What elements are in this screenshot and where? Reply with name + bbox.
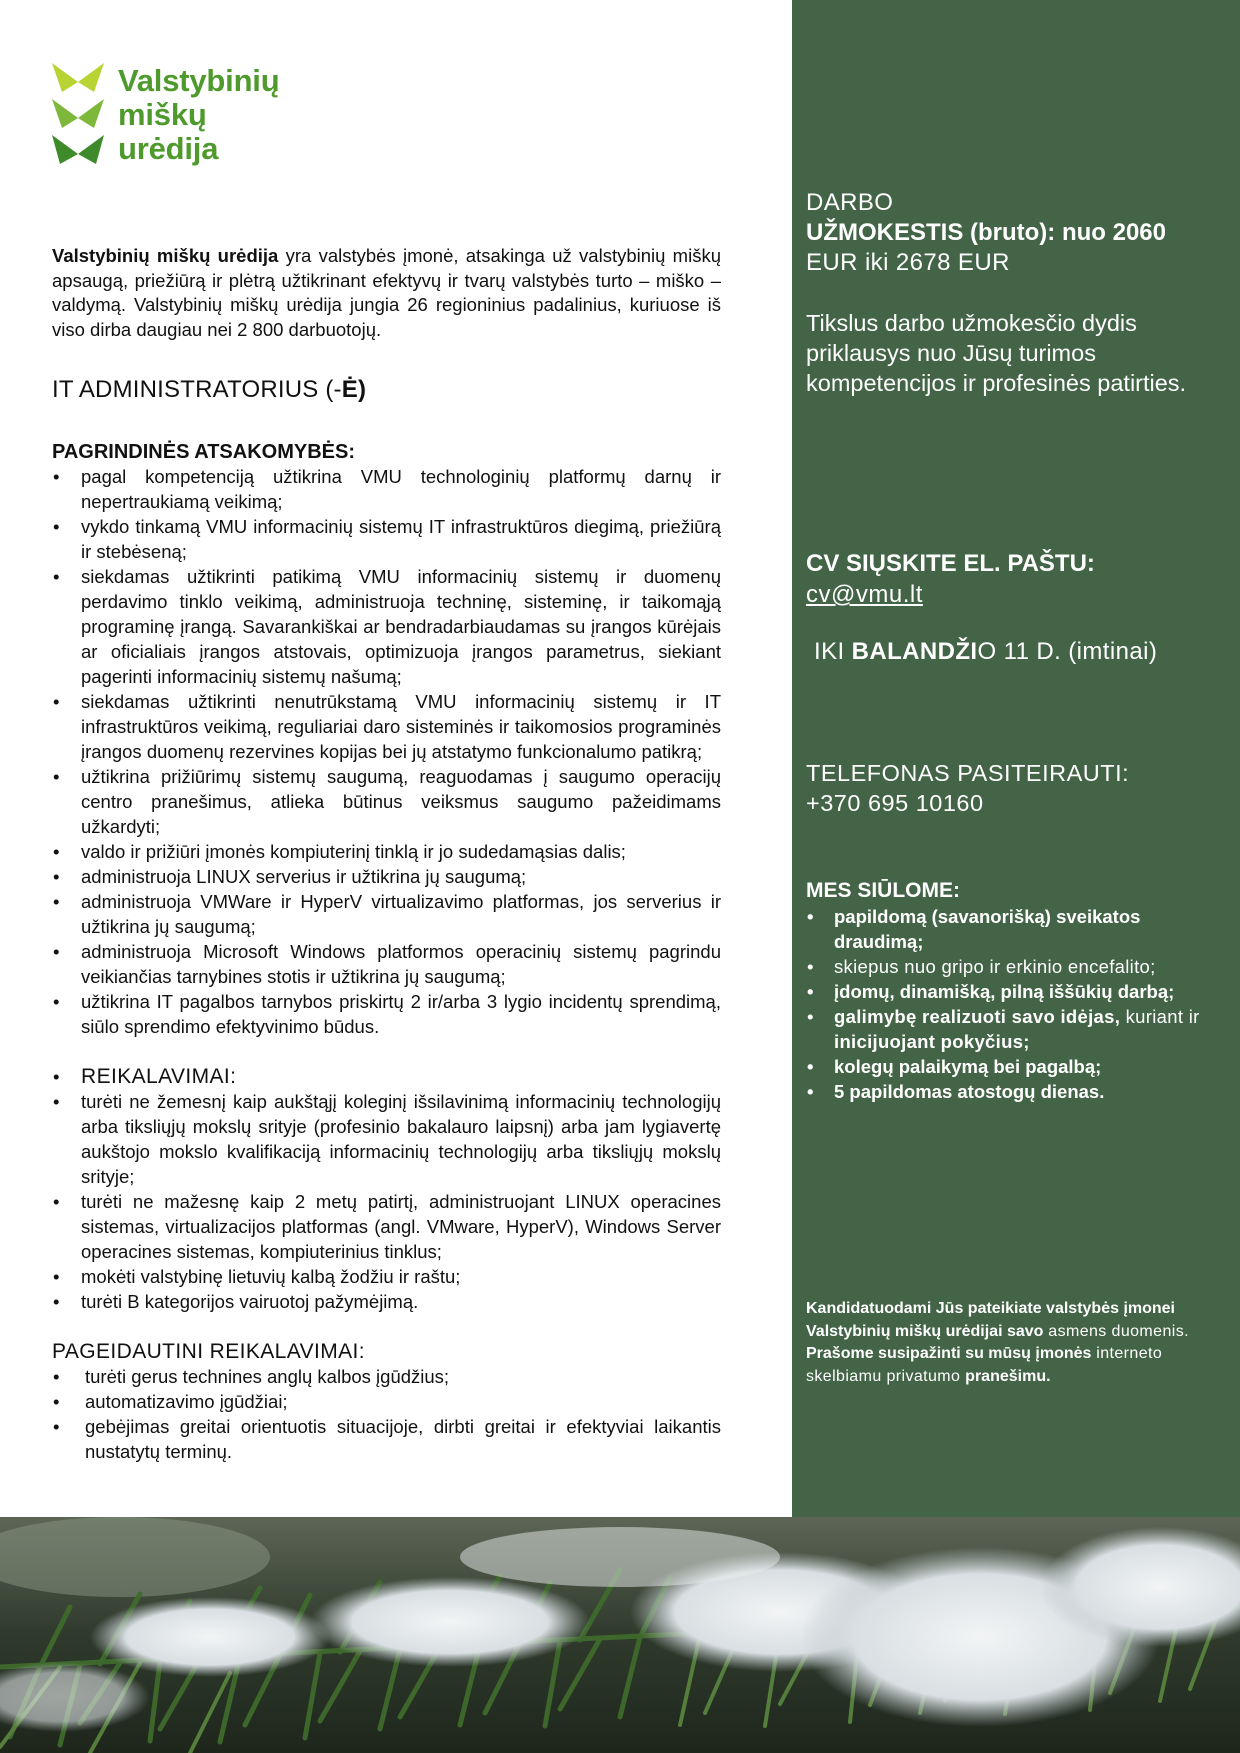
salary-block (806, 188, 1206, 278)
cv-email-link[interactable]: cv@vmu.lt (806, 581, 923, 608)
preferred-heading: PAGEIDAUTINI REIKALAVIMAI: (52, 1340, 366, 1363)
company-intro (52, 244, 721, 342)
list-item: • gebėjimas greitai orientuotis situacijoje, dirbti greitai ir efektyviai laikantis nustatytų terminų. (52, 1414, 721, 1464)
list-item: • kolegų palaikymą bei pagalbą; (806, 1054, 1206, 1079)
list-item: • papildomą (savanorišką) sveikatos draudimą; (806, 904, 1206, 954)
cv-block (806, 548, 1206, 610)
cv-heading: CV SIŲSKITE EL. PAŠTU: (806, 550, 1095, 577)
list-item: • turėti gerus technines anglų kalbos įgūdžius; (52, 1364, 721, 1389)
deadline: IKI BALANDŽIO 11 D. (imtinai) (814, 638, 1158, 665)
list-item: • siekdamas užtikrinti patikimą VMU informacinių sistemų ir duomenų perdavimo tinklo veikimą, administruoja techninę, sisteminę, ir taikomąją programinę įrangą. Savarankiškai ar bendradarbiaudamas su įrangos kūrėjais ar oficialiais įrangos atstovais, optimizuoja įrangos parametrus, siekiant pagerinti informacinių sistemų našumą; (52, 564, 721, 689)
job-title: IT ADMINISTRATORIUS (-Ė) (52, 376, 367, 403)
privacy-notice: Kandidatuodami Jūs pateikiate valstybės įmonei Valstybinių miškų urėdijai savo asmens duomenis. Prašome susipažinti su mūsų įmonės interneto skelbiamu privatumo pranešimu. (806, 1300, 1189, 1385)
logo-wordmark: Valstybinių miškų urėdija (118, 63, 280, 166)
phone-label: TELEFONAS PASITEIRAUTI: (806, 760, 1130, 786)
salary-label: DARBO (806, 189, 894, 216)
requirements-list (52, 1089, 721, 1314)
responsibilities-heading: PAGRINDINĖS ATSAKOMYBĖS: (52, 441, 355, 463)
list-item: • skiepus nuo gripo ir erkinio encefalito; (806, 954, 1206, 979)
fir-tree-logo-icon (52, 60, 104, 166)
list-item: • siekdamas užtikrinti nenutrūkstamą VMU informacinių sistemų ir IT infrastruktūros veikimą, reguliariai daro sisteminės ir taikomosios programinės įrangos duomenų rezervines kopijas bei jų atstatymo funkcionalumo patikrą; (52, 689, 721, 764)
list-item: • įdomų, dinamišką, pilną iššūkių darbą; (806, 979, 1206, 1004)
list-item: • 5 papildomas atostogų dienas. (806, 1079, 1206, 1104)
list-item: • užtikrina IT pagalbos tarnybos priskirtų 2 ir/arba 3 lygio incidentų sprendimą, siūlo sprendimo efektyvinimo būdus. (52, 989, 721, 1039)
responsibilities-list (52, 464, 721, 1039)
phone-block (806, 758, 1206, 818)
offer-list (806, 904, 1206, 1104)
list-item: • turėti B kategorijos vairuotoj pažymėjimą. (52, 1289, 721, 1314)
list-item: • turėti ne žemesnį kaip aukštąjį koleginį išsilavinimą informacinių technologijų arba tiksliųjų mokslų srityje (profesinio bakalauro laipsnį) arba jam lygiavertę aukštojo mokslo kvalifikaciją informacinių technologijų arba tiksliųjų mokslų srityje; (52, 1089, 721, 1189)
intro-company-name: Valstybinių miškų urėdija (52, 245, 279, 266)
list-item: • turėti ne mažesnę kaip 2 metų patirtį, administruojant LINUX operacines sistemas, virtualizacijos platformas (angl. VMware, HyperV), Windows Server operacines sistemas, kompiuterinius tinklus; (52, 1189, 721, 1264)
intro-text: yra valstybės įmonė, atsakinga už valstybinių miškų apsaugą, priežiūrą ir plėtrą užtikrinant efektyvų ir tvarų valstybės turto – miško – valdymą. Valstybinių miškų urėdija jungia 26 regioninius padalinius, kuriuose iš viso dirba daugiau nei 2 800 darbuotojų. (52, 245, 721, 340)
requirements-heading: • REIKALAVIMAI: (52, 1064, 721, 1089)
snowy-fir-branch-image (0, 1517, 1240, 1753)
list-item: • mokėti valstybinę lietuvių kalbą žodžiu ir raštu; (52, 1264, 721, 1289)
list-item: • pagal kompetenciją užtikrina VMU technologinių platformų darnų ir nepertraukiamą veikimą; (52, 464, 721, 514)
info-sidebar (792, 0, 1240, 1517)
phone-number[interactable]: +370 695 10160 (806, 790, 984, 816)
offer-block (806, 878, 1206, 1104)
list-item: • automatizavimo įgūdžiai; (52, 1389, 721, 1414)
list-item: • užtikrina prižiūrimų sistemų saugumą, reaguodamas į saugumo operacijų centro pranešimus, atlieka būtinus veiksmus saugumo pažeidimams užkardyti; (52, 764, 721, 839)
main-column (52, 60, 721, 1464)
list-item: • administruoja LINUX serverius ir užtikrina jų saugumą; (52, 864, 721, 889)
list-item: • administruoja VMWare ir HyperV virtualizavimo platformas, jos serverius ir užtikrina jų saugumą; (52, 889, 721, 939)
salary-range: UŽMOKESTIS (bruto): nuo 2060 (806, 219, 1166, 246)
list-item: • valdo ir prižiūri įmonės kompiuterinį tinklą ir jo sudedamąsias dalis; (52, 839, 721, 864)
list-item: • administruoja Microsoft Windows platformos operacinių sistemų pagrindu veikiančias tarnybines stotis ir užtikrina jų saugumą; (52, 939, 721, 989)
company-logo (52, 60, 721, 172)
list-item: • galimybę realizuoti savo idėjas, kuriant ir inicijuojant pokyčius; (806, 1004, 1206, 1054)
salary-note: Tikslus darbo užmokesčio dydis priklausys nuo Jūsų turimos kompetencijos ir profesinės patirties. (806, 310, 1187, 396)
offer-heading: MES SIŪLOME: (806, 879, 961, 902)
preferred-list (52, 1364, 721, 1464)
list-item: • vykdo tinkamą VMU informacinių sistemų IT infrastruktūros diegimą, priežiūrą ir stebėseną; (52, 514, 721, 564)
salary-range-end: EUR iki 2678 EUR (806, 249, 1010, 276)
